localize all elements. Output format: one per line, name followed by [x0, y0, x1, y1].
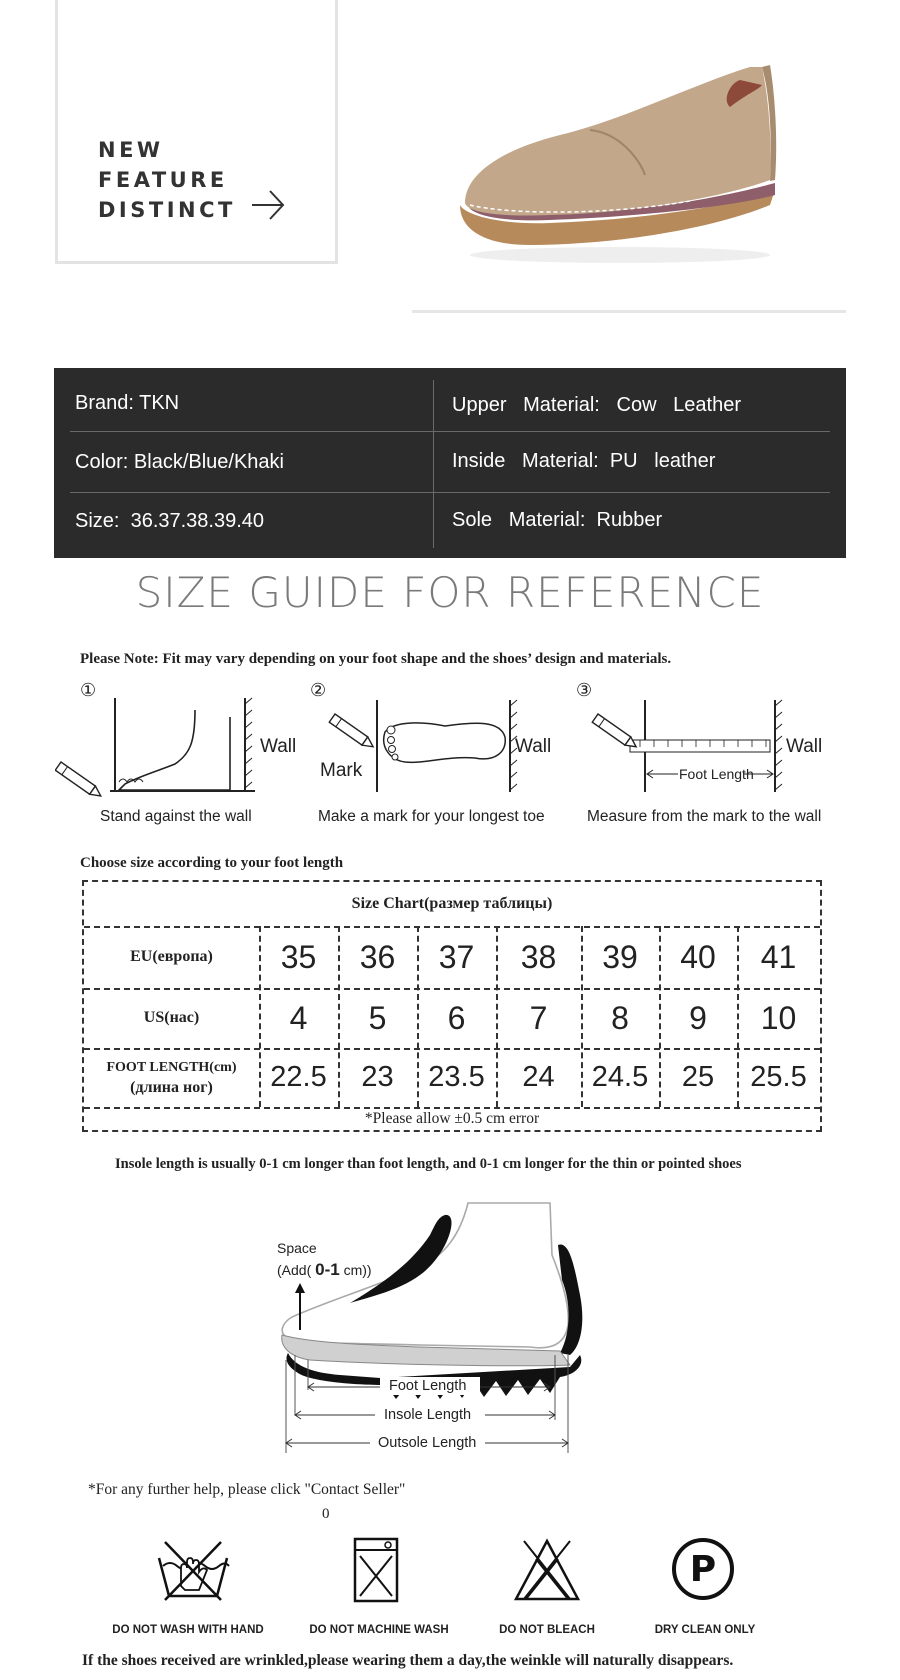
size-cell: 24 [522, 1061, 555, 1093]
size-cell: 25 [681, 1061, 715, 1093]
foot-length-label: Foot Length [389, 1378, 467, 1394]
space-add-value: 0-1 [315, 1260, 340, 1279]
step-number: ③ [576, 680, 593, 700]
size-guide-title: SIZE GUIDE FOR REFERENCE [135, 568, 765, 617]
wall-label: Wall [786, 736, 823, 757]
wall-label: Wall [260, 736, 297, 757]
size-cell: 9 [689, 999, 707, 1036]
insole-length-label: Insole Length [384, 1407, 472, 1423]
fit-note: Please Note: Fit may vary depending on your foot shape and the shoes’ design and materials. [80, 651, 672, 667]
size-cell: 4 [289, 999, 308, 1036]
stand-against-wall-illustration [55, 692, 295, 802]
step-caption: Make a mark for your longest toe [318, 808, 545, 825]
row-label-line: FOOT LENGTH(cm) [106, 1059, 237, 1075]
size-cell: 36 [359, 938, 396, 975]
size-cell: 39 [602, 938, 638, 975]
care-label: DO NOT MACHINE WASH [309, 1624, 449, 1636]
size-cell: 23.5 [428, 1061, 485, 1093]
do-not-machine-wash-icon [352, 1536, 400, 1604]
row-label-us: US(нас) [143, 1009, 200, 1026]
size-cell: 22.5 [270, 1061, 327, 1093]
do-not-bleach-icon [512, 1537, 582, 1603]
feature-line: NEW [98, 138, 164, 162]
size-chart-title: Size Chart(размер таблицы) [351, 895, 553, 912]
row-label-foot-length [84, 1048, 259, 1107]
spec-sole-material: Sole Material: Rubber [452, 509, 663, 531]
size-cell: 37 [438, 938, 475, 975]
wall-label: Wall [515, 736, 552, 757]
do-not-hand-wash-icon [155, 1538, 231, 1604]
size-cell: 10 [760, 999, 797, 1036]
contact-help-note: *For any further help, please click "Contact Seller" [88, 1481, 406, 1498]
mark-label: Mark [320, 760, 363, 781]
care-label: DO NOT BLEACH [499, 1624, 595, 1636]
row-label-eu: EU(европа) [130, 948, 213, 965]
size-cell: 5 [368, 999, 387, 1036]
size-cell: 25.5 [750, 1061, 807, 1093]
care-label: DO NOT WASH WITH HAND [112, 1624, 264, 1636]
size-cell: 7 [529, 999, 548, 1036]
wrinkle-note: If the shoes received are wrinkled,please wearing them a day,the weinkle will naturally disappears. [82, 1652, 734, 1669]
size-cell: 40 [680, 938, 716, 975]
step-caption: Stand against the wall [100, 808, 252, 825]
arrow-right-icon [250, 188, 286, 222]
size-chart-table [82, 880, 822, 1132]
size-cell: 41 [760, 938, 797, 975]
step-caption: Measure from the mark to the wall [587, 808, 822, 825]
product-specs [54, 368, 846, 558]
foot-length-label: Foot Length [679, 766, 754, 782]
divider [70, 431, 830, 432]
feature-heading [98, 135, 236, 225]
size-cell: 6 [447, 999, 466, 1036]
dry-clean-only-icon: P [672, 1538, 734, 1600]
size-chart-footer: *Please allow ±0.5 cm error [364, 1109, 540, 1127]
divider [412, 310, 846, 313]
size-cell: 35 [280, 938, 317, 975]
shoe-photo [440, 55, 800, 270]
space-label: Space [277, 1240, 317, 1256]
step-number: ② [310, 680, 327, 700]
stray-digit: 0 [322, 1506, 330, 1522]
spec-color: Color: Black/Blue/Khaki [75, 451, 284, 473]
divider [70, 492, 830, 493]
size-cell: 8 [611, 999, 629, 1036]
size-cell: 23 [361, 1061, 394, 1093]
choose-size-note: Choose size according to your foot length [80, 855, 344, 871]
mark-longest-toe-illustration [325, 692, 525, 802]
space-add-suffix: cm)) [339, 1262, 372, 1278]
care-label: DRY CLEAN ONLY [654, 1624, 756, 1636]
insole-note: Insole length is usually 0-1 cm longer than foot length, and 0-1 cm longer for the thin or pointed shoes [115, 1156, 742, 1172]
spec-brand: Brand: TKN [75, 392, 180, 414]
step-number: ① [80, 680, 97, 700]
feature-line: DISTINCT [98, 198, 236, 222]
size-cell: 38 [520, 938, 557, 975]
space-add-label [277, 1260, 372, 1280]
row-label-line: (длина ног) [130, 1078, 213, 1096]
spec-inside-material: Inside Material: PU leather [452, 450, 716, 472]
measure-to-wall-illustration [590, 692, 790, 802]
space-add-prefix: (Add( [277, 1262, 316, 1278]
feature-line: FEATURE [98, 168, 228, 192]
size-cell: 24.5 [591, 1061, 649, 1093]
spec-size: Size: 36.37.38.39.40 [75, 510, 265, 532]
outsole-length-label: Outsole Length [378, 1435, 477, 1451]
divider [433, 380, 434, 548]
spec-upper-material: Upper Material: Cow Leather [452, 394, 742, 416]
